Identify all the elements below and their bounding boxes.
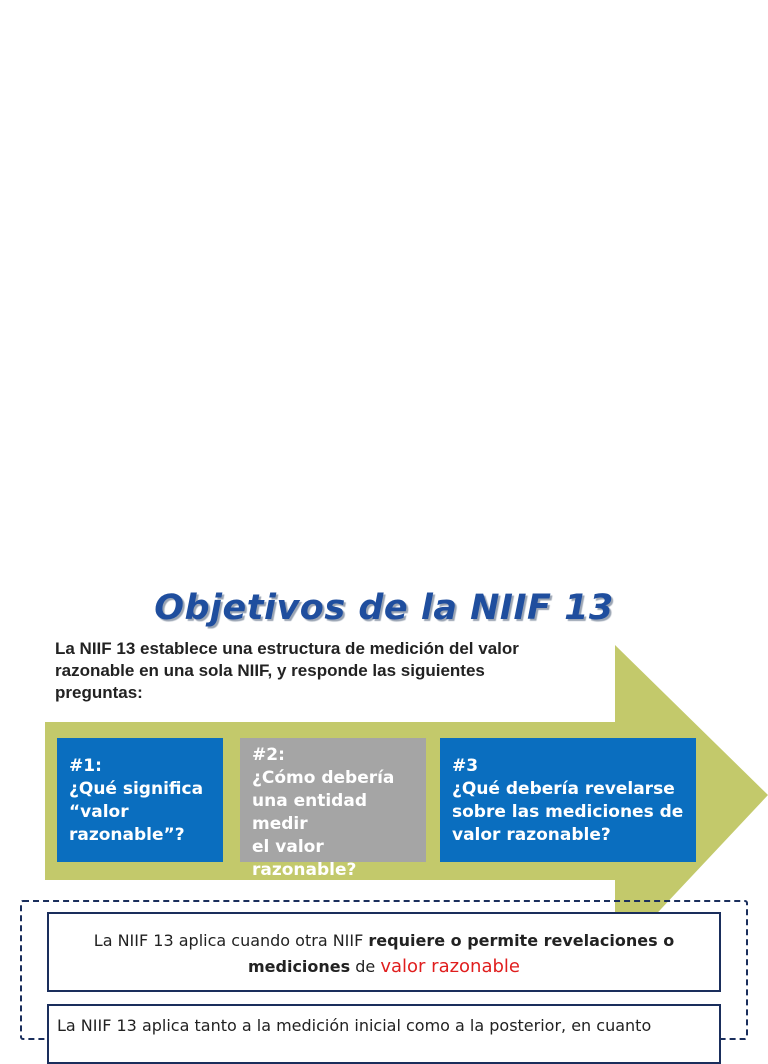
question-line: ¿Qué debería revelarse xyxy=(452,779,675,799)
rule-text-highlight: valor razonable xyxy=(380,956,520,977)
question-line: “valor xyxy=(69,802,129,822)
question-box-3 xyxy=(440,738,696,862)
rule-text-plain: La NIIF 13 aplica cuando otra NIIF xyxy=(93,931,369,950)
question-line: el valor xyxy=(252,837,324,857)
question-number: #2: xyxy=(252,745,285,765)
scope-rule-box-2: La NIIF 13 aplica tanto a la medición inicial como a la posterior, en cuanto xyxy=(47,1004,721,1064)
intro-line-1: La NIIF 13 establece una estructura de medición del valor xyxy=(55,639,519,658)
question-line: una entidad medir xyxy=(252,791,367,834)
question-line: razonable? xyxy=(252,860,357,880)
question-line: valor razonable? xyxy=(452,825,611,845)
rule-text-bold-2: mediciones xyxy=(247,957,351,976)
rule-text-de: de xyxy=(350,957,381,976)
question-line: sobre las mediciones de xyxy=(452,802,684,822)
question-number: #1: xyxy=(69,756,102,776)
rule-text-bold: requiere o permite revelaciones o xyxy=(368,931,675,950)
question-number: #3 xyxy=(452,756,479,776)
question-box-2 xyxy=(240,738,426,880)
scope-rule-box xyxy=(47,912,721,992)
intro-text xyxy=(55,638,615,704)
question-line: razonable”? xyxy=(69,825,185,845)
question-box-1 xyxy=(57,738,223,862)
intro-line-3: preguntas: xyxy=(55,683,143,702)
question-line: ¿Cómo debería xyxy=(252,768,395,788)
question-line: ¿Qué significa xyxy=(69,779,204,799)
intro-line-2: razonable en una sola NIIF, y responde las siguientes xyxy=(55,661,485,680)
page-title: Objetivos de la NIIF 13 xyxy=(154,588,614,628)
